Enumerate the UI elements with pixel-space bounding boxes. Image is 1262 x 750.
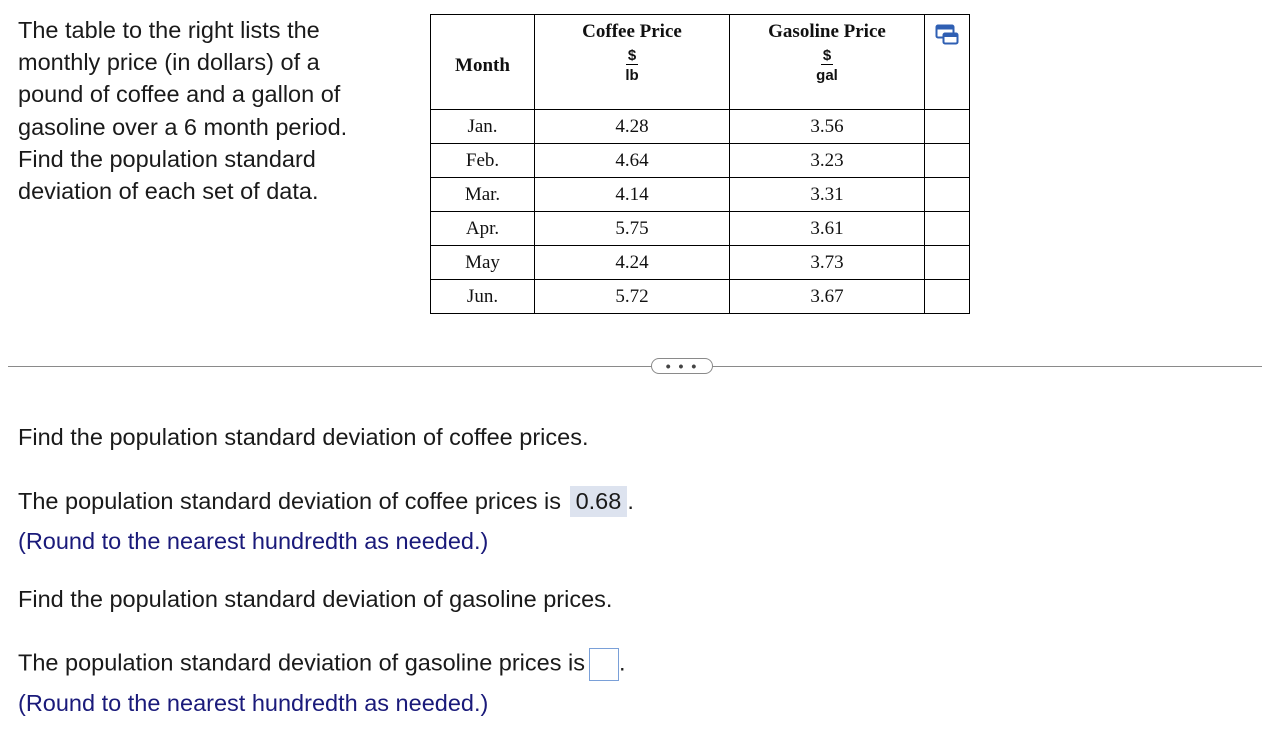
gasoline-column-header — [730, 15, 925, 110]
problem-statement: The table to the right lists the monthly price (in dollars) of a pound of coffee and a gallon of gasoline over a 6 month period. Find the population standard deviation of each set of data. — [18, 17, 348, 205]
question-1-prompt: Find the population standard deviation of coffee prices. — [18, 424, 589, 450]
price-table — [430, 14, 970, 314]
question-2-hint: (Round to the nearest hundredth as needed.) — [18, 690, 489, 716]
coffee-column-header — [535, 15, 730, 110]
section-divider — [8, 366, 1262, 367]
empty-cell — [925, 144, 970, 178]
coffee-unit-denominator: lb — [625, 67, 639, 84]
question-1-answer-value: 0.68 — [570, 486, 628, 517]
question-2-answer-line — [18, 648, 626, 681]
gasoline-price-cell: 3.61 — [730, 212, 925, 246]
question-1-answer-line — [18, 486, 634, 517]
coffee-price-cell: 4.64 — [535, 144, 730, 178]
question-2-prompt: Find the population standard deviation of gasoline prices. — [18, 586, 613, 612]
coffee-unit-fraction — [623, 47, 640, 84]
table-row — [431, 178, 970, 212]
coffee-price-cell: 4.14 — [535, 178, 730, 212]
copy-icon[interactable] — [934, 21, 960, 47]
gasoline-price-cell: 3.23 — [730, 144, 925, 178]
table-row — [431, 246, 970, 280]
coffee-price-cell: 4.28 — [535, 110, 730, 144]
table-header-row — [431, 15, 970, 110]
coffee-price-cell: 4.24 — [535, 246, 730, 280]
gasoline-unit-denominator: gal — [816, 67, 838, 84]
coffee-price-cell: 5.75 — [535, 212, 730, 246]
empty-cell — [925, 280, 970, 314]
gasoline-price-cell: 3.67 — [730, 280, 925, 314]
question-1-hint: (Round to the nearest hundredth as needed.) — [18, 528, 489, 554]
gasoline-price-cell: 3.31 — [730, 178, 925, 212]
empty-cell — [925, 246, 970, 280]
coffee-price-cell: 5.72 — [535, 280, 730, 314]
month-cell: Apr. — [431, 212, 535, 246]
empty-cell — [925, 212, 970, 246]
question-1-answer-prefix: The population standard deviation of coffee prices is — [18, 488, 562, 514]
month-cell: Feb. — [431, 144, 535, 178]
gasoline-unit-fraction — [814, 47, 840, 84]
question-2-answer-prefix: The population standard deviation of gasoline prices is — [18, 649, 585, 676]
table-row — [431, 280, 970, 314]
gasoline-price-cell: 3.73 — [730, 246, 925, 280]
table-row — [431, 110, 970, 144]
table-row — [431, 212, 970, 246]
month-cell: Jun. — [431, 280, 535, 314]
month-cell: May — [431, 246, 535, 280]
empty-cell — [925, 110, 970, 144]
coffee-unit-numerator: $ — [627, 47, 637, 64]
question-2-answer-suffix: . — [618, 649, 626, 676]
copy-table-cell — [925, 15, 970, 110]
empty-cell — [925, 178, 970, 212]
gasoline-unit-numerator: $ — [822, 47, 832, 64]
more-options-button[interactable]: • • • — [651, 358, 713, 374]
coffee-header-label: Coffee Price — [582, 21, 682, 42]
month-cell: Jan. — [431, 110, 535, 144]
month-column-header: Month — [431, 15, 535, 110]
table-row — [431, 144, 970, 178]
gasoline-header-label: Gasoline Price — [768, 21, 886, 42]
question-2-answer-input[interactable] — [589, 648, 619, 681]
month-cell: Mar. — [431, 178, 535, 212]
question-1-answer-suffix: . — [627, 488, 634, 514]
gasoline-price-cell: 3.56 — [730, 110, 925, 144]
